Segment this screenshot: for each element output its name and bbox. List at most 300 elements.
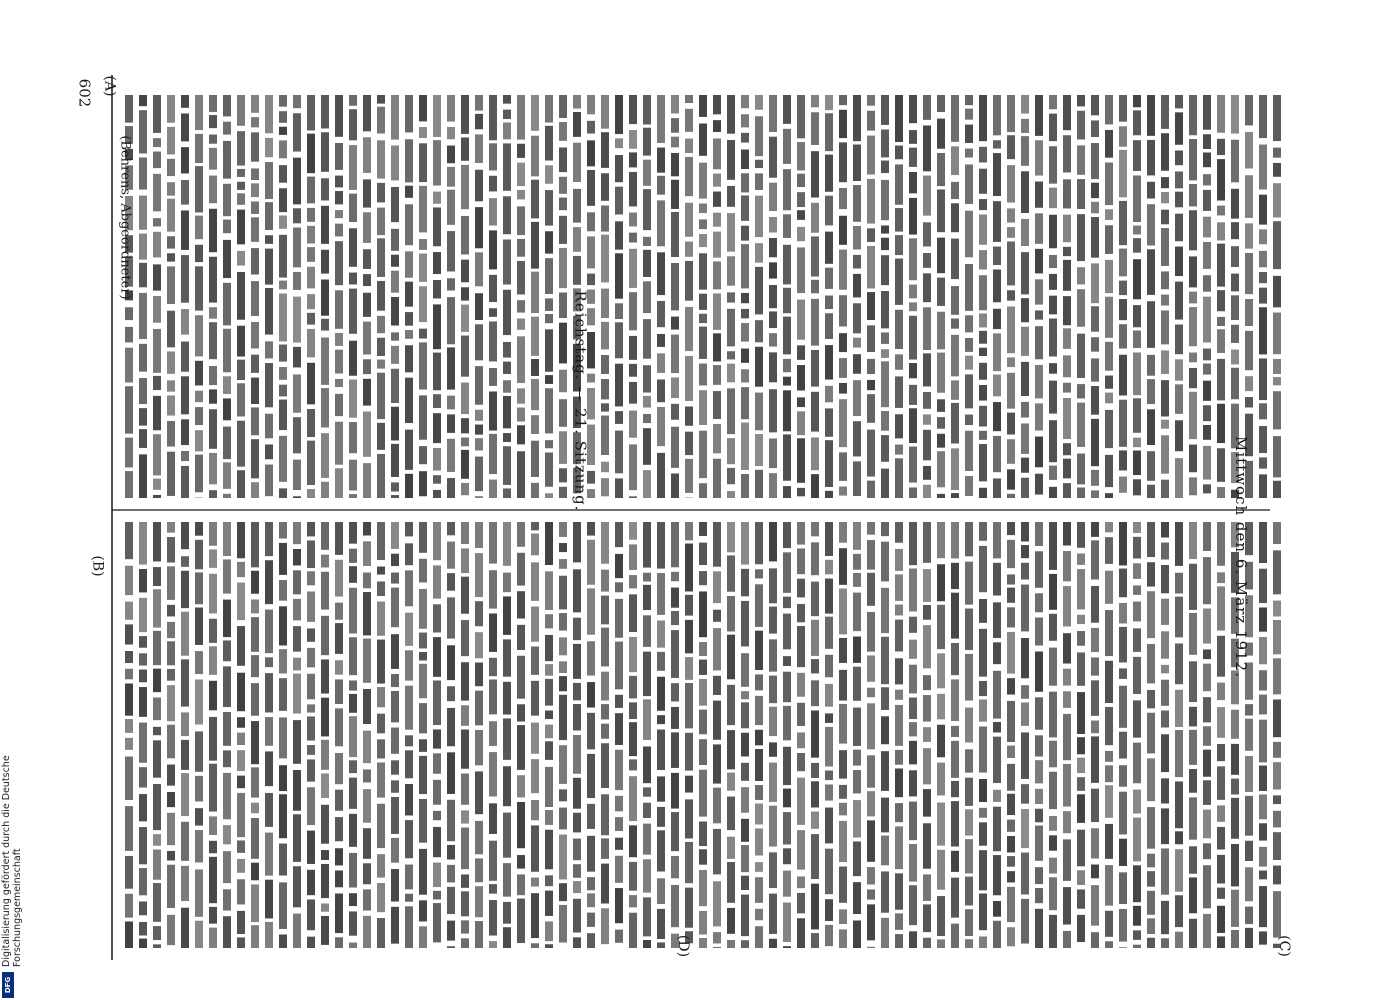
text-line-fragment — [349, 422, 357, 453]
text-line-fragment — [1007, 135, 1015, 159]
text-line-fragment — [1273, 436, 1281, 477]
text-line-fragment — [1259, 229, 1267, 244]
text-line-fragment — [1259, 95, 1267, 138]
text-line-fragment — [1259, 670, 1267, 690]
text-line-fragment — [909, 487, 917, 498]
text-line-fragment — [685, 888, 693, 928]
text-line-fragment — [1091, 337, 1099, 351]
text-line-fragment — [979, 95, 987, 141]
text-line-fragment — [181, 556, 189, 567]
text-line-fragment — [461, 774, 469, 805]
text-line-fragment — [279, 649, 287, 673]
text-line-fragment — [615, 554, 623, 578]
text-line-fragment — [769, 676, 777, 704]
text-line-fragment — [447, 347, 455, 389]
text-line-fragment — [769, 137, 777, 178]
text-line-fragment — [251, 721, 259, 764]
text-line-fragment — [279, 717, 287, 758]
text-line-fragment — [1049, 574, 1057, 610]
text-line-fragment — [867, 246, 875, 288]
text-line-fragment — [699, 327, 707, 359]
text-line-fragment — [797, 192, 805, 207]
text-line-fragment — [993, 402, 1001, 431]
text-line-fragment — [307, 540, 315, 568]
text-line-fragment — [965, 338, 973, 352]
text-line-fragment — [1245, 867, 1253, 901]
text-line-fragment — [1049, 381, 1057, 414]
text-line-fragment — [1133, 537, 1141, 559]
text-line-fragment — [643, 803, 651, 818]
text-line-fragment — [1217, 888, 1225, 899]
text-line-fragment — [335, 679, 343, 704]
text-line-fragment — [629, 676, 637, 699]
text-line-fragment — [951, 563, 959, 589]
text-line-fragment — [461, 260, 469, 283]
text-line-fragment — [377, 238, 385, 277]
text-line-fragment — [377, 918, 385, 948]
text-line-fragment — [923, 430, 931, 460]
text-line-fragment — [559, 431, 567, 464]
text-line-fragment — [629, 444, 637, 490]
text-line-fragment — [1091, 586, 1099, 623]
text-line-fragment — [853, 667, 861, 701]
text-line-fragment — [979, 599, 987, 623]
text-line-fragment — [769, 568, 777, 603]
text-line-fragment — [363, 916, 371, 948]
text-line-fragment — [629, 862, 637, 891]
text-line-fragment — [447, 887, 455, 914]
text-line-fragment — [251, 281, 259, 316]
text-line-fragment — [181, 113, 189, 141]
text-line-fragment — [811, 781, 819, 807]
text-line-fragment — [181, 466, 189, 498]
text-line-fragment — [573, 839, 581, 861]
text-line-fragment — [1133, 450, 1141, 475]
text-line-fragment — [461, 437, 469, 446]
text-line-fragment — [1119, 201, 1127, 245]
text-line-fragment — [181, 822, 189, 861]
text-line-fragment — [895, 458, 903, 498]
text-line-fragment — [615, 221, 623, 249]
text-line-fragment — [279, 111, 287, 123]
text-line-fragment — [377, 804, 385, 848]
text-line-fragment — [699, 660, 707, 675]
text-line-fragment — [1063, 443, 1071, 455]
text-line-fragment — [349, 637, 357, 675]
text-line-fragment — [1273, 866, 1281, 885]
text-line-fragment — [1259, 307, 1267, 354]
text-line-fragment — [545, 614, 553, 628]
text-line-fragment — [1161, 599, 1169, 625]
text-line-fragment — [685, 261, 693, 301]
text-line-fragment — [391, 760, 399, 774]
text-line-fragment — [825, 296, 833, 310]
text-line-fragment — [671, 630, 679, 678]
text-line-fragment — [657, 573, 665, 615]
text-line-fragment — [937, 522, 945, 558]
text-line-fragment — [1063, 398, 1071, 439]
text-line-fragment — [419, 739, 427, 752]
text-line-fragment — [657, 353, 665, 373]
text-line-fragment — [503, 362, 511, 374]
text-line-fragment — [419, 559, 427, 583]
text-line-fragment — [979, 850, 987, 890]
text-line-fragment — [139, 408, 147, 425]
text-line-fragment — [587, 540, 595, 585]
text-line-fragment — [237, 717, 245, 728]
text-line-fragment — [643, 746, 651, 783]
text-line-fragment — [307, 591, 315, 621]
text-line-fragment — [853, 770, 861, 793]
text-line-fragment — [377, 567, 385, 575]
text-line-fragment — [909, 198, 917, 235]
text-line-fragment — [699, 314, 707, 323]
text-line-fragment — [615, 322, 623, 358]
text-line-fragment — [965, 609, 973, 651]
text-line-fragment — [1091, 95, 1099, 115]
text-line-fragment — [1021, 136, 1029, 166]
text-line-fragment — [1231, 222, 1239, 239]
text-line-fragment — [797, 95, 805, 138]
text-line-fragment — [139, 922, 147, 936]
text-line-fragment — [321, 206, 329, 244]
text-line-fragment — [867, 325, 875, 352]
text-line-fragment — [1091, 885, 1099, 926]
text-line-fragment — [1259, 457, 1267, 468]
text-line-fragment — [363, 573, 371, 589]
text-line-fragment — [391, 444, 399, 477]
text-line-fragment — [951, 182, 959, 199]
text-line-fragment — [475, 457, 483, 492]
text-line-fragment — [321, 388, 329, 427]
text-line-fragment — [559, 789, 567, 801]
text-line-fragment — [125, 566, 133, 595]
text-line-fragment — [741, 787, 749, 813]
text-line-fragment — [839, 452, 847, 481]
text-line-fragment — [993, 153, 1001, 196]
text-line-fragment — [209, 176, 217, 204]
text-line-fragment — [363, 522, 371, 536]
text-line-fragment — [839, 95, 847, 105]
text-line-fragment — [447, 146, 455, 164]
text-line-fragment — [1119, 95, 1127, 122]
text-line-fragment — [279, 293, 287, 341]
text-line-fragment — [1119, 732, 1127, 759]
text-line-fragment — [1161, 95, 1169, 129]
text-line-fragment — [475, 170, 483, 202]
text-line-fragment — [699, 431, 707, 479]
text-line-fragment — [293, 460, 301, 490]
text-line-fragment — [867, 867, 875, 884]
text-line-fragment — [545, 388, 553, 433]
text-line-fragment — [1049, 835, 1057, 850]
text-line-fragment — [923, 353, 931, 386]
text-line-fragment — [265, 95, 273, 133]
text-line-fragment — [195, 776, 203, 802]
text-line-fragment — [1063, 714, 1071, 760]
text-line-fragment — [951, 781, 959, 797]
text-line-fragment — [433, 353, 441, 391]
text-line-fragment — [1049, 692, 1057, 738]
text-line-fragment — [559, 835, 567, 880]
text-line-fragment — [167, 685, 175, 721]
text-line-fragment — [587, 893, 595, 907]
text-line-fragment — [461, 548, 469, 573]
text-line-fragment — [713, 522, 721, 567]
text-line-fragment — [1063, 179, 1071, 208]
text-line-fragment — [1273, 163, 1281, 177]
text-line-fragment — [769, 522, 777, 561]
text-line-fragment — [1273, 221, 1281, 269]
text-line-fragment — [881, 161, 889, 174]
text-line-fragment — [657, 878, 665, 904]
text-line-fragment — [153, 138, 161, 147]
text-line-fragment — [1133, 238, 1141, 253]
text-line-fragment — [601, 704, 609, 719]
text-line-fragment — [1007, 290, 1015, 300]
text-line-fragment — [237, 131, 245, 165]
text-line-fragment — [965, 315, 973, 332]
text-line-fragment — [167, 95, 175, 123]
text-line-fragment — [1273, 699, 1281, 737]
text-line-fragment — [405, 820, 413, 858]
text-line-fragment — [867, 481, 875, 498]
text-line-fragment — [853, 274, 861, 298]
text-line-fragment — [839, 522, 847, 543]
text-line-fragment — [713, 232, 721, 258]
text-line-fragment — [139, 653, 147, 665]
text-line-fragment — [181, 522, 189, 549]
text-line-fragment — [1091, 358, 1099, 381]
margin-marker-c: (C) — [1275, 935, 1292, 957]
text-line-fragment — [363, 322, 371, 355]
text-line-fragment — [559, 883, 567, 901]
text-line-fragment — [811, 236, 819, 276]
text-line-fragment — [993, 901, 1001, 917]
text-line-fragment — [685, 733, 693, 771]
text-line-fragment — [321, 337, 329, 384]
text-line-fragment — [433, 565, 441, 598]
text-line-fragment — [1147, 182, 1155, 199]
text-line-fragment — [601, 289, 609, 318]
text-line-fragment — [1091, 736, 1099, 782]
text-line-fragment — [657, 677, 665, 711]
text-line-fragment — [979, 250, 987, 269]
text-line-fragment — [1021, 423, 1029, 453]
text-line-fragment — [503, 123, 511, 140]
text-line-fragment — [601, 403, 609, 411]
text-line-fragment — [573, 618, 581, 640]
text-line-fragment — [1049, 614, 1057, 641]
text-line-fragment — [181, 740, 189, 770]
text-line-fragment — [209, 764, 217, 812]
text-line-fragment — [657, 807, 665, 827]
text-line-fragment — [755, 584, 763, 627]
text-line-fragment — [741, 876, 749, 890]
text-line-fragment — [1091, 657, 1099, 675]
text-line-fragment — [867, 292, 875, 320]
text-line-fragment — [321, 659, 329, 693]
text-line-fragment — [573, 778, 581, 809]
text-line-fragment — [881, 751, 889, 791]
text-line-fragment — [209, 209, 217, 252]
text-line-fragment — [1035, 95, 1043, 136]
text-line-fragment — [251, 407, 259, 435]
text-line-fragment — [853, 800, 861, 837]
text-line-fragment — [671, 317, 679, 330]
text-line-fragment — [377, 762, 385, 797]
text-line-fragment — [377, 316, 385, 333]
text-line-fragment — [797, 876, 805, 888]
text-line-fragment — [811, 812, 819, 829]
text-line-fragment — [573, 864, 581, 878]
text-line-fragment — [447, 645, 455, 680]
text-line-fragment — [391, 187, 399, 222]
text-line-fragment — [1077, 758, 1085, 773]
text-line-fragment — [433, 192, 441, 204]
text-line-fragment — [615, 582, 623, 592]
text-line-fragment — [923, 485, 931, 498]
text-line-fragment — [867, 904, 875, 940]
text-line-fragment — [531, 222, 539, 269]
text-line-fragment — [363, 179, 371, 207]
text-line-fragment — [335, 350, 343, 374]
text-line-fragment — [951, 593, 959, 639]
text-line-fragment — [363, 359, 371, 374]
text-line-fragment — [391, 907, 399, 944]
text-line-fragment — [335, 290, 343, 329]
text-line-fragment — [1091, 865, 1099, 879]
text-line-fragment — [979, 629, 987, 677]
text-line-fragment — [1007, 701, 1015, 742]
text-line-fragment — [1259, 251, 1267, 267]
text-line-fragment — [979, 385, 987, 401]
text-line-fragment — [811, 620, 819, 656]
text-line-fragment — [1119, 126, 1127, 146]
text-line-fragment — [209, 646, 217, 675]
text-line-fragment — [1245, 132, 1253, 169]
text-line-fragment — [1161, 271, 1169, 289]
text-line-fragment — [209, 574, 217, 614]
text-line-fragment — [951, 726, 959, 737]
text-line-fragment — [755, 804, 763, 825]
margin-marker-d: (D) — [675, 934, 692, 958]
text-line-fragment — [867, 655, 875, 681]
text-line-fragment — [1189, 797, 1197, 839]
text-line-fragment — [1105, 707, 1113, 745]
text-line-fragment — [391, 145, 399, 180]
text-line-fragment — [475, 886, 483, 917]
text-line-fragment — [433, 891, 441, 900]
text-line-fragment — [1035, 474, 1043, 495]
text-line-fragment — [839, 803, 847, 816]
text-line-fragment — [545, 258, 553, 294]
text-line-fragment — [1175, 730, 1183, 777]
text-line-fragment — [1133, 110, 1141, 135]
text-line-fragment — [839, 821, 847, 862]
text-line-fragment — [1021, 685, 1029, 699]
text-line-fragment — [223, 825, 231, 844]
text-line-fragment — [167, 851, 175, 861]
text-line-fragment — [1007, 871, 1015, 882]
text-line-fragment — [1217, 572, 1225, 583]
text-line-fragment — [951, 403, 959, 444]
text-line-fragment — [1105, 522, 1113, 532]
text-line-fragment — [601, 322, 609, 350]
text-line-fragment — [1063, 931, 1071, 948]
text-line-fragment — [517, 336, 525, 383]
text-line-fragment — [951, 741, 959, 778]
text-line-fragment — [489, 884, 497, 894]
text-line-fragment — [447, 845, 455, 860]
text-line-fragment — [195, 430, 203, 451]
text-line-fragment — [223, 522, 231, 556]
text-line-fragment — [461, 137, 469, 160]
text-line-fragment — [167, 605, 175, 617]
text-line-fragment — [1021, 362, 1029, 396]
text-line-fragment — [741, 763, 749, 781]
text-line-fragment — [377, 687, 385, 707]
text-line-fragment — [279, 385, 287, 397]
text-line-fragment — [1217, 359, 1225, 401]
text-line-fragment — [1259, 426, 1267, 453]
text-line-fragment — [181, 95, 189, 108]
text-line-fragment — [1035, 617, 1043, 645]
text-line-fragment — [657, 652, 665, 671]
text-line-fragment — [503, 446, 511, 485]
text-line-fragment — [433, 604, 441, 632]
text-line-fragment — [531, 136, 539, 177]
text-line-fragment — [1049, 296, 1057, 315]
text-line-fragment — [517, 408, 525, 422]
text-line-fragment — [1035, 403, 1043, 430]
text-line-fragment — [223, 462, 231, 489]
text-line-fragment — [405, 522, 413, 536]
text-line-fragment — [461, 450, 469, 479]
text-line-fragment — [839, 486, 847, 495]
text-line-fragment — [1231, 350, 1239, 365]
text-line-fragment — [1175, 247, 1183, 277]
text-line-fragment — [867, 228, 875, 242]
text-line-fragment — [713, 571, 721, 603]
text-line-fragment — [923, 414, 931, 424]
text-line-fragment — [671, 856, 679, 878]
text-line-fragment — [671, 522, 679, 567]
text-line-fragment — [979, 169, 987, 194]
text-line-fragment — [1133, 628, 1141, 652]
text-line-fragment — [615, 303, 623, 319]
text-line-fragment — [825, 771, 833, 781]
text-line-fragment — [517, 704, 525, 721]
text-line-fragment — [1217, 744, 1225, 761]
text-line-fragment — [951, 146, 959, 175]
text-line-fragment — [1133, 906, 1141, 926]
text-line-fragment — [811, 474, 819, 498]
text-line-fragment — [1161, 778, 1169, 803]
text-line-fragment — [1231, 744, 1239, 775]
text-line-fragment — [1119, 627, 1127, 663]
text-line-fragment — [797, 227, 805, 241]
text-line-fragment — [475, 410, 483, 421]
text-line-fragment — [1119, 450, 1127, 470]
text-line-fragment — [1161, 435, 1169, 473]
text-line-fragment — [181, 571, 189, 608]
text-line-fragment — [1049, 858, 1057, 874]
text-line-fragment — [125, 683, 133, 715]
text-line-fragment — [489, 230, 497, 269]
text-line-fragment — [965, 211, 973, 258]
text-line-fragment — [419, 703, 427, 733]
